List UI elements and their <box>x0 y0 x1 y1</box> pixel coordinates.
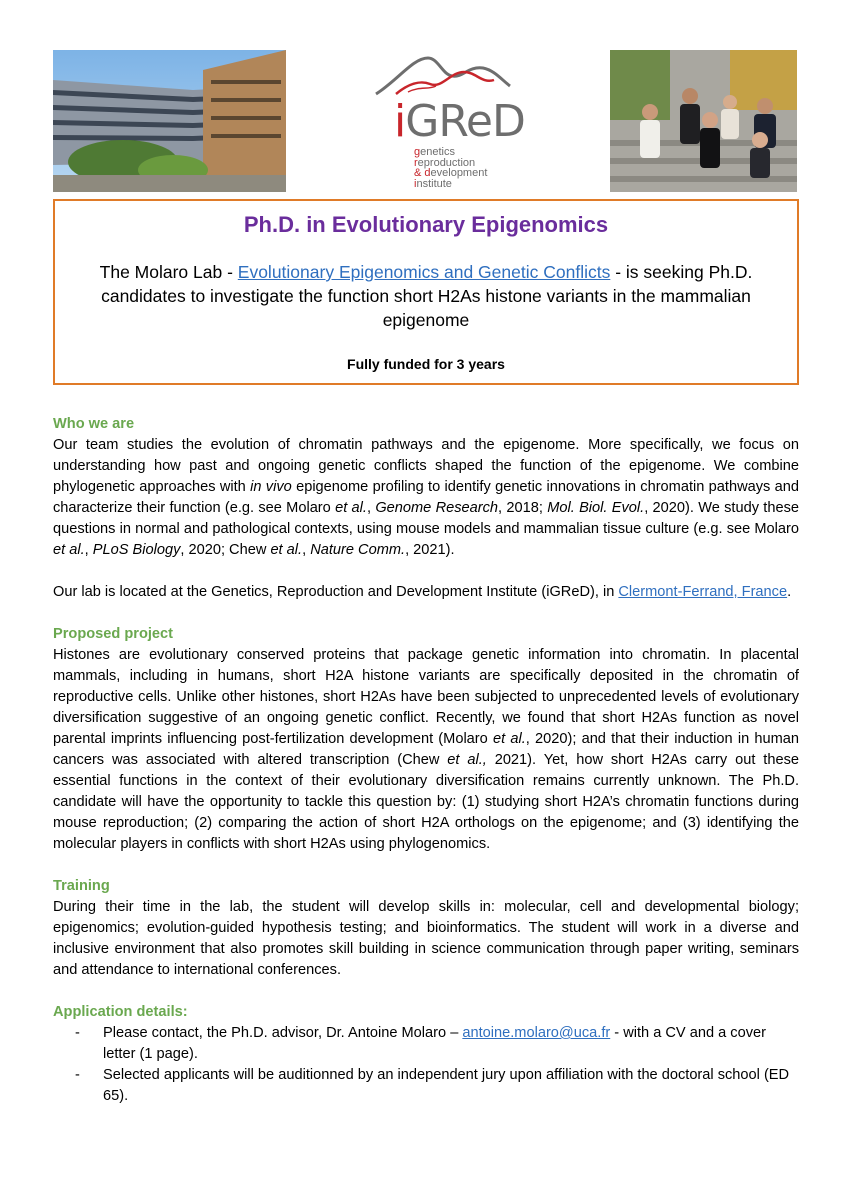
logo-subtitle <box>414 147 487 189</box>
training-paragraph: During their time in the lab, the student will develop skills in: molecular, cell and developmental biology; epigenomics; evolution-guided hypothesis testing; and bioinformatics. The student will work in a diverse and inclusive environment that also promotes skill building in science communication through paper writing, seminars and attendance to international conferences. <box>53 899 799 978</box>
logo-line-reproduction: reproduction <box>414 156 476 169</box>
logo-line-institute: institute <box>414 177 452 190</box>
logo-line-development: & development <box>414 167 488 179</box>
logo-letters-gred: GReD <box>405 96 525 147</box>
page-title: Ph.D. in Evolutionary Epigenomics <box>243 212 609 237</box>
section-heading-proposed-project: Proposed project <box>53 626 174 642</box>
list-item: - Please contact, the Ph.D. advisor, Dr. Antoine Molaro – antoine.molaro@uca.fr - with a CV and a cover letter (1 page). <box>75 1025 766 1062</box>
logo-letter-i: i <box>394 96 406 147</box>
proposed-project-paragraph: Histones are evolutionary conserved proteins that package genetic information into chromatin. In placental mammals, including in humans, short H2A histone variants are specifically deposited in the chromatin of reproductive cells. Unlike other histones, short H2As have been subjected to unprecedented levels of evolutionary diversification suggestive of an ongoing genetic conflict. Recently, we found that short H2As function as novel parental imprints influencing post-fertilization development (Molaro et al., 2020); and that their induction in human cancers was associated with altered transcription (Chew et al., 2021). Yet, how short H2As carry out these essential functions in the context of their evolutionary diversification remains currently unknown. The Ph.D. candidate will have the opportunity to tackle this question by: (1) studying short H2A’s chromatin functions during mouse reproduction; (2) comparing the action of short H2A orthologs on the epigenome; and (3) identifying the molecular players in conflicts with short H2As using phylogenomics. <box>53 647 800 852</box>
intro-text <box>85 260 767 332</box>
section-heading-training: Training <box>53 878 110 894</box>
team-image <box>610 50 797 192</box>
location-paragraph: Our lab is located at the Genetics, Reproduction and Development Institute (iGReD), in Clermont-Ferrand, France. <box>53 584 792 600</box>
application-list <box>53 1023 799 1107</box>
section-heading-application: Application details: <box>53 1004 188 1020</box>
funding-note: Fully funded for 3 years <box>347 356 505 372</box>
intro-pre: The Molaro Lab - <box>99 262 238 282</box>
lab-link[interactable]: Evolutionary Epigenomics and Genetic Conflicts <box>237 262 611 282</box>
location-link[interactable]: Clermont-Ferrand, France <box>618 584 788 600</box>
building-image <box>53 50 286 192</box>
logo-line-genetics: genetics <box>414 146 455 158</box>
building-photo <box>53 50 286 192</box>
intro-post: - is seeking Ph.D. candidates to investigate the function short H2As histone variants in the mammalian epigenome <box>101 262 753 330</box>
section-heading-who-we-are: Who we are <box>53 416 135 432</box>
logo-wordmark <box>394 96 525 147</box>
igred-logo <box>368 50 525 190</box>
main-content <box>53 414 799 1107</box>
email-link[interactable]: antoine.molaro@uca.fr <box>462 1025 611 1041</box>
title-box <box>53 199 799 385</box>
list-item: - Selected applicants will be auditionned by an independent jury upon affiliation with the doctoral school (ED 65). <box>75 1067 790 1104</box>
team-photo <box>610 50 797 192</box>
who-we-are-paragraph: Our team studies the evolution of chromatin pathways and the epigenome. More specifically, we focus on understanding how past and ongoing genetic conflicts shaped the function of the epigenome. We combine phylogenetic approaches with in vivo epigenome profiling to identify genetic innovations in chromatin pathways and characterize their function (e.g. see Molaro et al., Genome Research, 2018; Mol. Biol. Evol., 2020). We study these questions in normal and pathological contexts, using mouse models and mammalian tissue culture (e.g. see Molaro et al., PLoS Biology, 2020; Chew et al., Nature Comm., 2021). <box>53 437 799 558</box>
